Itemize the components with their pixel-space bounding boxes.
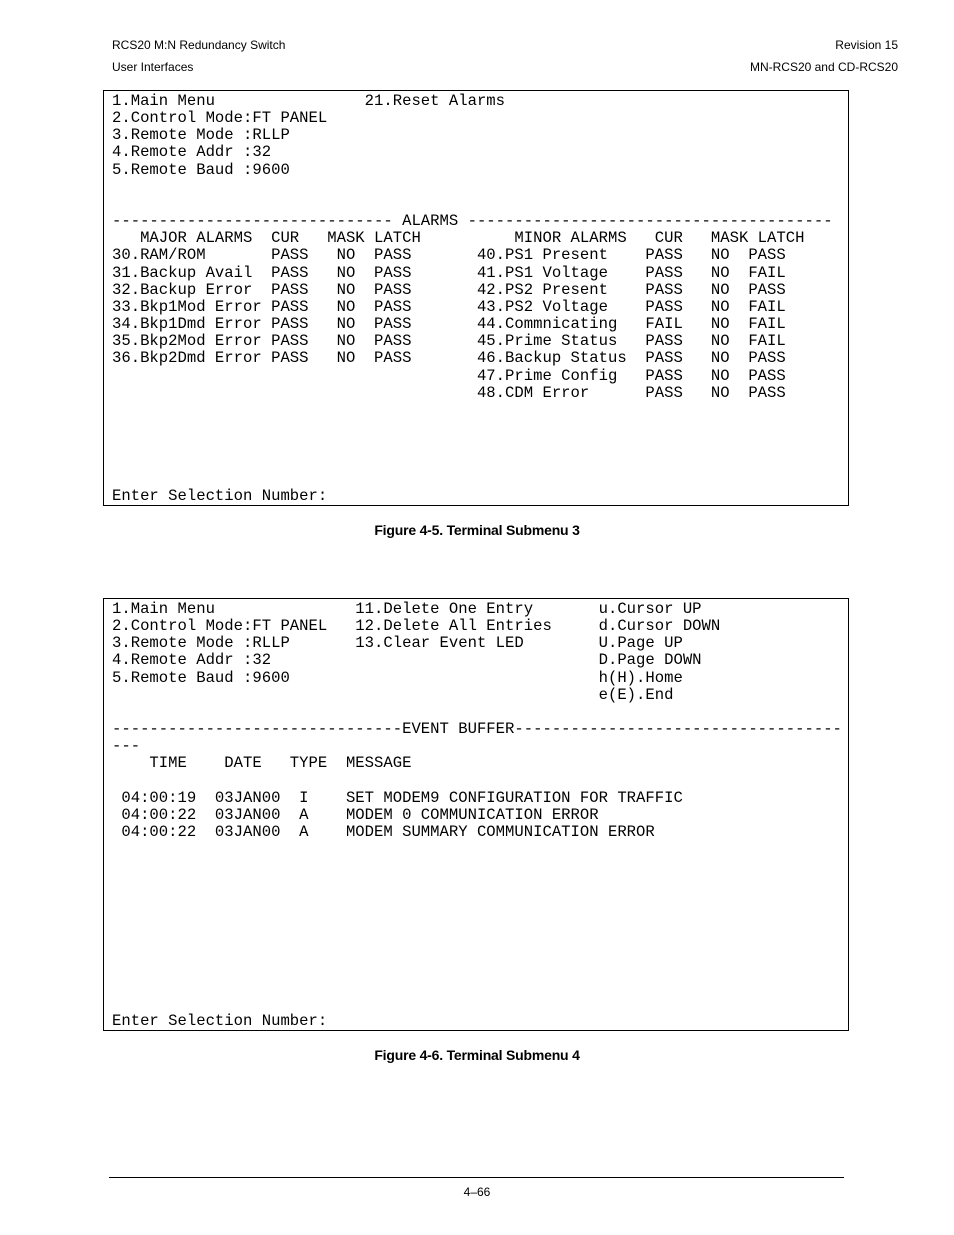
terminal-screen-submenu-4 [103,598,849,1031]
submenu-3-line: 1.Main Menu 21.Reset Alarms [112,92,506,110]
header-revision: Revision 15 [835,38,898,52]
submenu-3-line: 32.Backup Error PASS NO PASS 42.PS2 Present PASS NO PASS [112,280,786,299]
submenu-4-line: 1.Main Menu 11.Delete One Entry u.Cursor UP [112,600,702,618]
submenu-3-line: 5.Remote Baud :9600 [112,160,290,179]
submenu-3-line: 47.Prime Config PASS NO PASS [476,366,786,385]
submenu-3-line: 3.Remote Mode :RLLP [112,126,290,145]
header-section: User Interfaces [112,60,194,74]
submenu-4-line: 3.Remote Mode :RLLP 13.Clear Event LED U.Page UP [112,634,683,653]
submenu-3-line: 31.Backup Avail PASS NO PASS 41.PS1 Voltage PASS NO FAIL [112,263,786,282]
submenu-4-line: Enter Selection Number: [112,1011,328,1030]
page-number: 4–66 [463,1185,491,1199]
submenu-3-line: ------------------------------ ALARMS --------------------------------------- [112,212,833,231]
submenu-3-line: MAJOR ALARMS CUR MASK LATCH MINOR ALARMS CUR MASK LATCH [140,229,805,248]
submenu-4-line: TIME DATE TYPE MESSAGE [149,754,412,773]
submenu-3-line: 48.CDM Error PASS NO PASS [476,383,786,402]
submenu-3-line: 34.Bkp1Dmd Error PASS NO PASS 44.Commnicating FAIL NO FAIL [112,315,786,334]
submenu-3-line: 35.Bkp2Mod Error PASS NO PASS 45.Prime Status PASS NO FAIL [112,332,786,351]
terminal-screen-submenu-3 [103,90,849,506]
submenu-4-line: 2.Control Mode:FT PANEL 12.Delete All Entries d.Cursor DOWN [112,617,721,636]
figure-caption-4-5: Figure 4-5. Terminal Submenu 3 [374,522,580,538]
submenu-4-line: 4.Remote Addr :32 D.Page DOWN [112,651,702,670]
submenu-3-line: 2.Control Mode:FT PANEL [112,109,328,128]
submenu-3-line: 4.Remote Addr :32 [112,143,272,162]
submenu-4-line: 5.Remote Baud :9600 h(H).Home [112,668,683,687]
submenu-4-line: e(E).End [598,685,674,704]
footer-rule [109,1177,844,1178]
terminal-text-submenu-3 [104,91,848,505]
submenu-3-line: 36.Bkp2Dmd Error PASS NO PASS 46.Backup Status PASS NO PASS [112,349,786,368]
header-doc-title: RCS20 M:N Redundancy Switch [112,38,286,52]
submenu-3-line: Enter Selection Number: [112,486,328,505]
submenu-4-line: -------------------------------EVENT BUFFER----------------------------------- [112,720,842,739]
figure-caption-4-6: Figure 4-6. Terminal Submenu 4 [374,1047,580,1063]
submenu-4-line: --- [112,737,141,756]
header-doc-number: MN-RCS20 and CD-RCS20 [749,60,898,74]
submenu-3-line: 33.Bkp1Mod Error PASS NO PASS 43.PS2 Voltage PASS NO FAIL [112,297,786,316]
submenu-4-line: 04:00:22 03JAN00 A MODEM 0 COMMUNICATION ERROR [121,805,599,824]
submenu-4-line: 04:00:19 03JAN00 I SET MODEM9 CONFIGURATION FOR TRAFFIC [121,788,683,807]
submenu-3-line: 30.RAM/ROM PASS NO PASS 40.PS1 Present PASS NO PASS [112,246,786,265]
submenu-4-line: 04:00:22 03JAN00 A MODEM SUMMARY COMMUNICATION ERROR [121,823,655,842]
terminal-text-submenu-4 [104,599,848,1030]
